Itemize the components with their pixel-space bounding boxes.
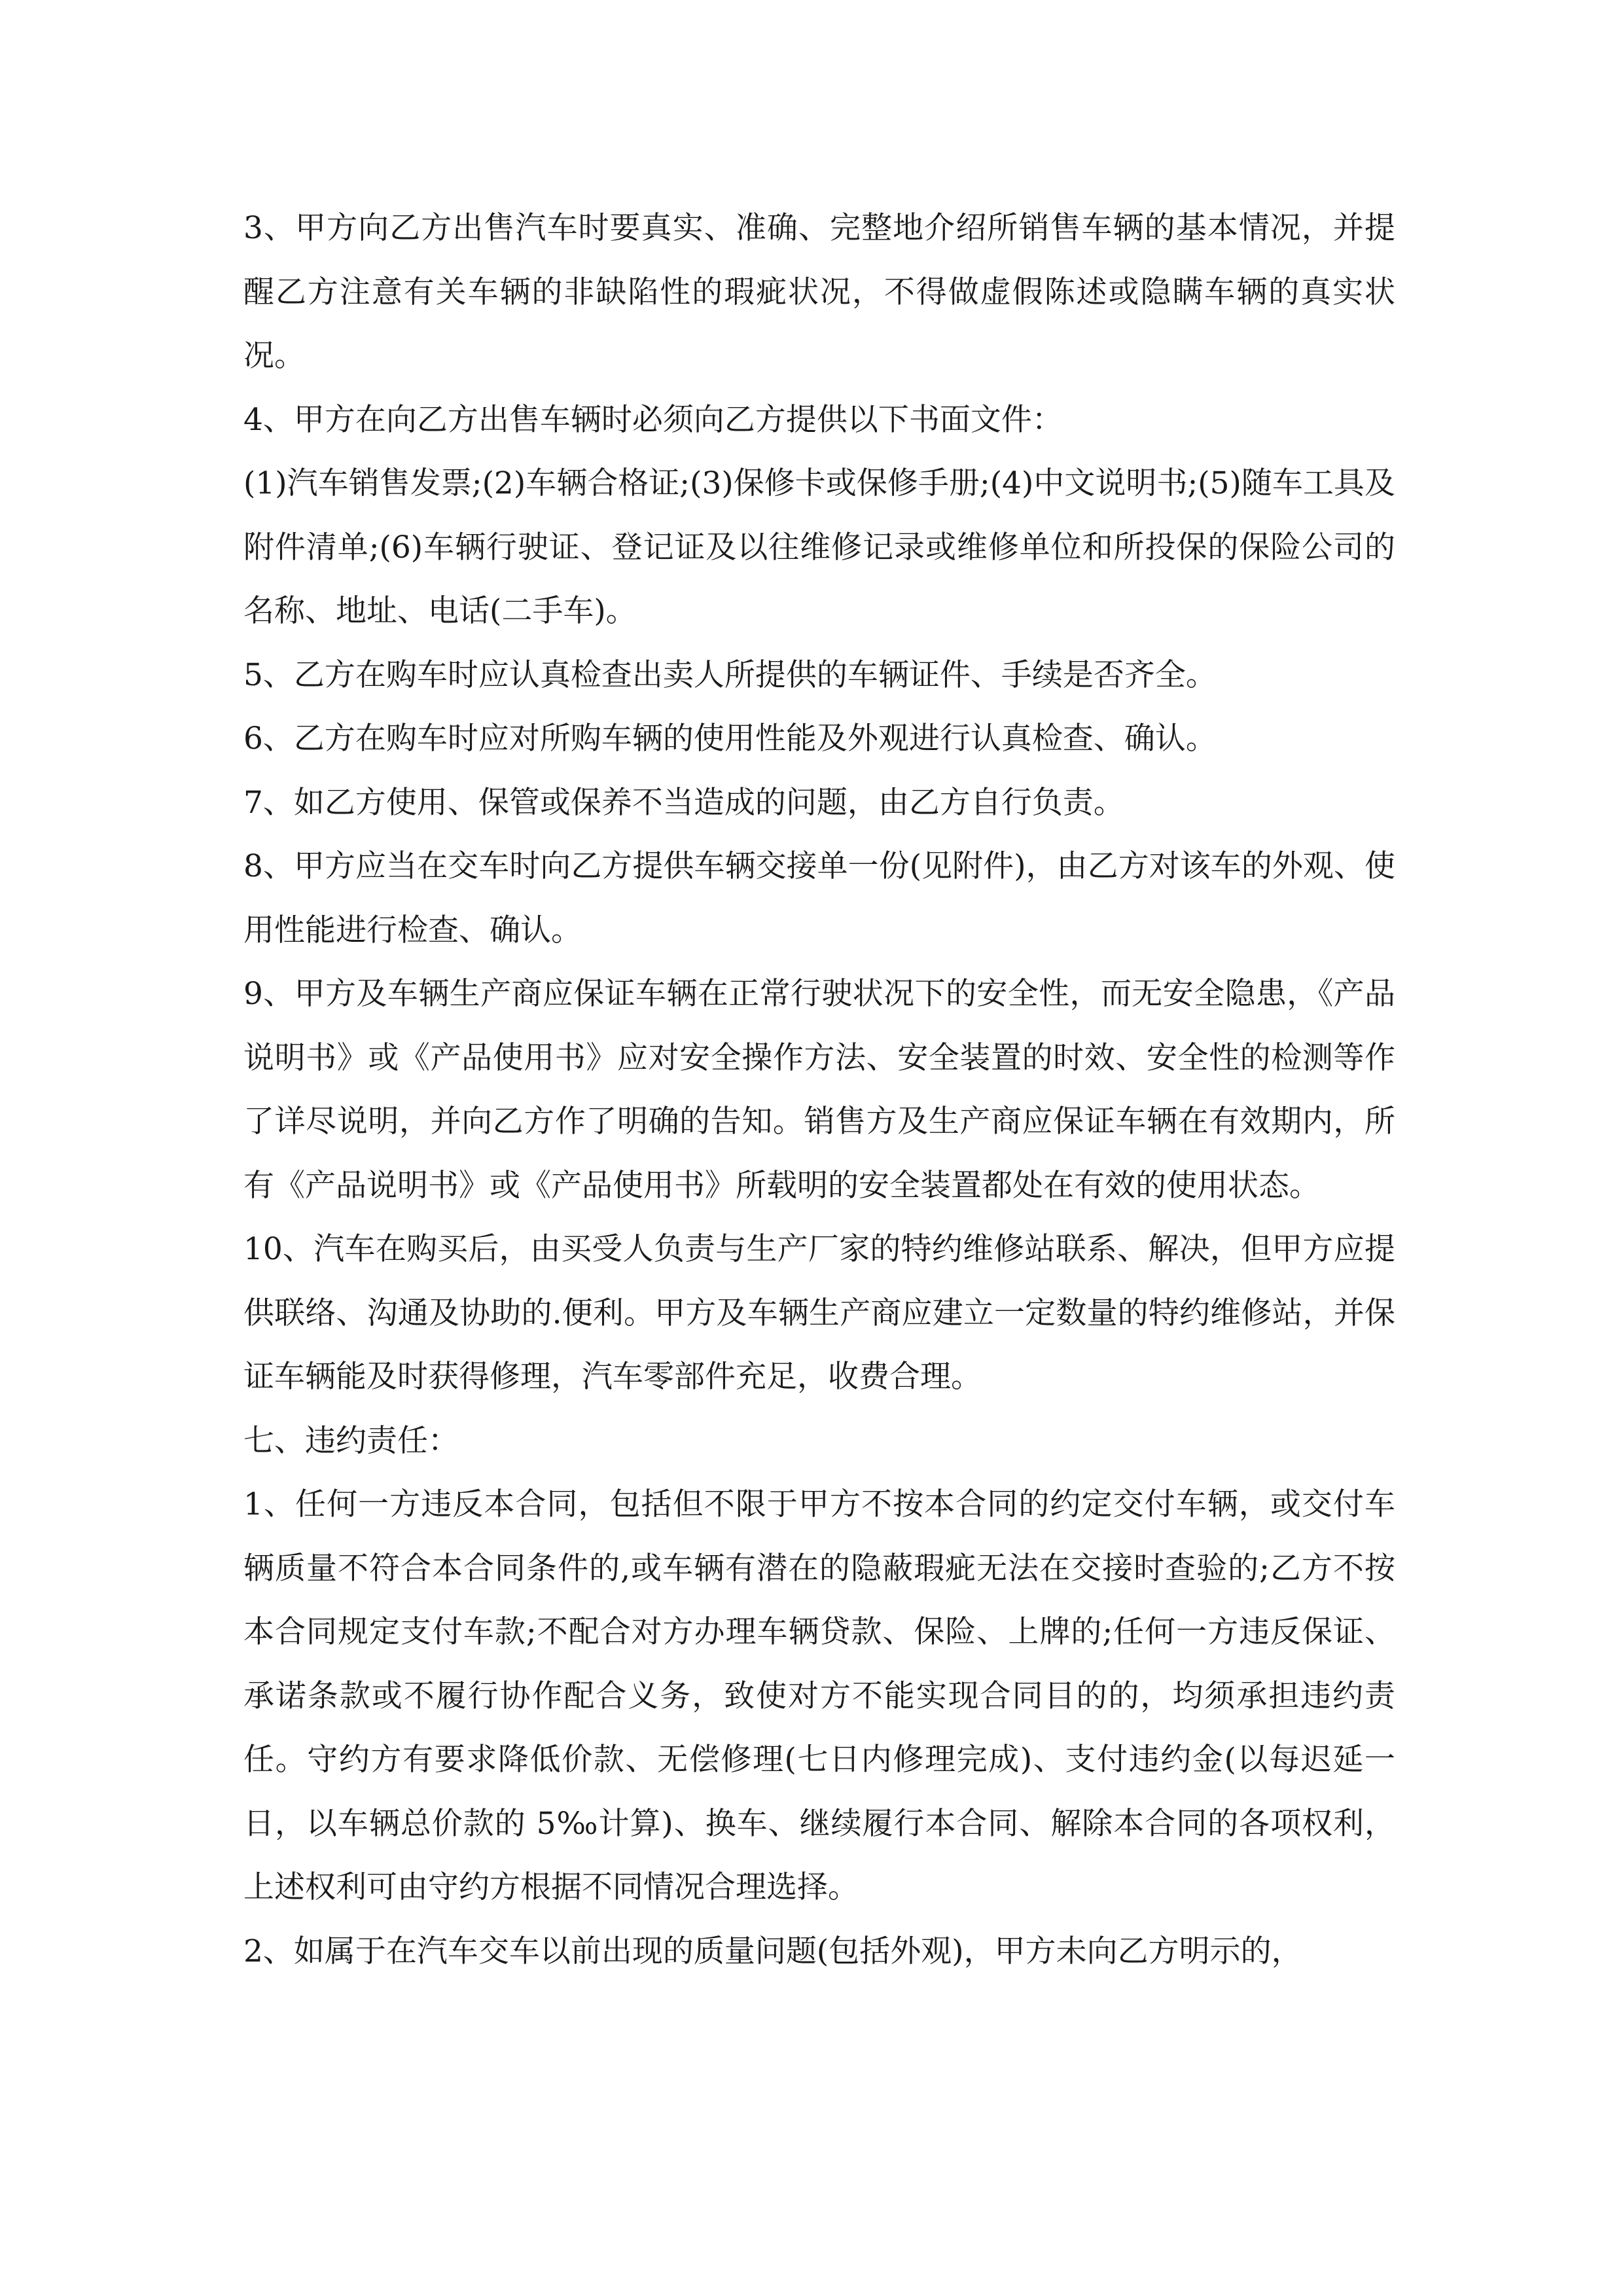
paragraph-document-list: (1)汽车销售发票;(2)车辆合格证;(3)保修卡或保修手册;(4)中文说明书;(5)随车工具及附件清单;(6)车辆行驶证、登记证及以往维修记录或维修单位和所投保的保险公司的名称、地址、电话(二手车)。 — [243, 465, 1395, 629]
section-heading-liability: 七、违约责任： — [243, 1422, 459, 1459]
paragraph-clause-4: 4、甲方在向乙方出售车辆时必须向乙方提供以下书面文件： — [243, 401, 1063, 438]
paragraph-liability-2: 2、如属于在汽车交车以前出现的质量问题(包括外观)，甲方未向乙方明示的， — [243, 1933, 1302, 1969]
document-body — [243, 196, 1395, 1983]
paragraph-clause-8: 8、甲方应当在交车时向乙方提供车辆交接单一份(见附件)，由乙方对该车的外观、使用性能进行检查、确认。 — [243, 848, 1395, 948]
paragraph-clause-3: 3、甲方向乙方出售汽车时要真实、准确、完整地介绍所销售车辆的基本情况，并提醒乙方注意有关车辆的非缺陷性的瑕疵状况，不得做虚假陈述或隐瞒车辆的真实状况。 — [243, 210, 1395, 374]
paragraph-clause-9: 9、甲方及车辆生产商应保证车辆在正常行驶状况下的安全性，而无安全隐患，《产品说明书》或《产品使用书》应对安全操作方法、安全装置的时效、安全性的检测等作了详尽说明，并向乙方作了明确的告知。销售方及生产商应保证车辆在有效期内，所有《产品说明书》或《产品使用书》所载明的安全装置都处在有效的使用状态。 — [243, 976, 1395, 1204]
paragraph-liability-1: 1、任何一方违反本合同，包括但不限于甲方不按本合同的约定交付车辆，或交付车辆质量不符合本合同条件的,或车辆有潜在的隐蔽瑕疵无法在交接时查验的;乙方不按本合同规定支付车款;不配合对方办理车辆贷款、保险、上牌的;任何一方违反保证、承诺条款或不履行协作配合义务，致使对方不能实现合同目的的，均须承担违约责任。守约方有要求降低价款、无偿修理(七日内修理完成)、支付违约金(以每迟延一日，以车辆总价款的 5‰计算)、换车、继续履行本合同、解除本合同的各项权利，上述权利可由守约方根据不同情况合理选择。 — [243, 1486, 1395, 1905]
paragraph-clause-7: 7、如乙方使用、保管或保养不当造成的问题，由乙方自行负责。 — [243, 784, 1124, 821]
paragraph-clause-6: 6、乙方在购车时应对所购车辆的使用性能及外观进行认真检查、确认。 — [243, 721, 1217, 757]
paragraph-clause-10: 10、汽车在购买后，由买受人负责与生产厂家的特约维修站联系、解决，但甲方应提供联络、沟通及协助的.便利。甲方及车辆生产商应建立一定数量的特约维修站，并保证车辆能及时获得修理，汽车零部件充足，收费合理。 — [243, 1231, 1395, 1395]
paragraph-clause-5: 5、乙方在购车时应认真检查出卖人所提供的车辆证件、手续是否齐全。 — [243, 656, 1217, 693]
